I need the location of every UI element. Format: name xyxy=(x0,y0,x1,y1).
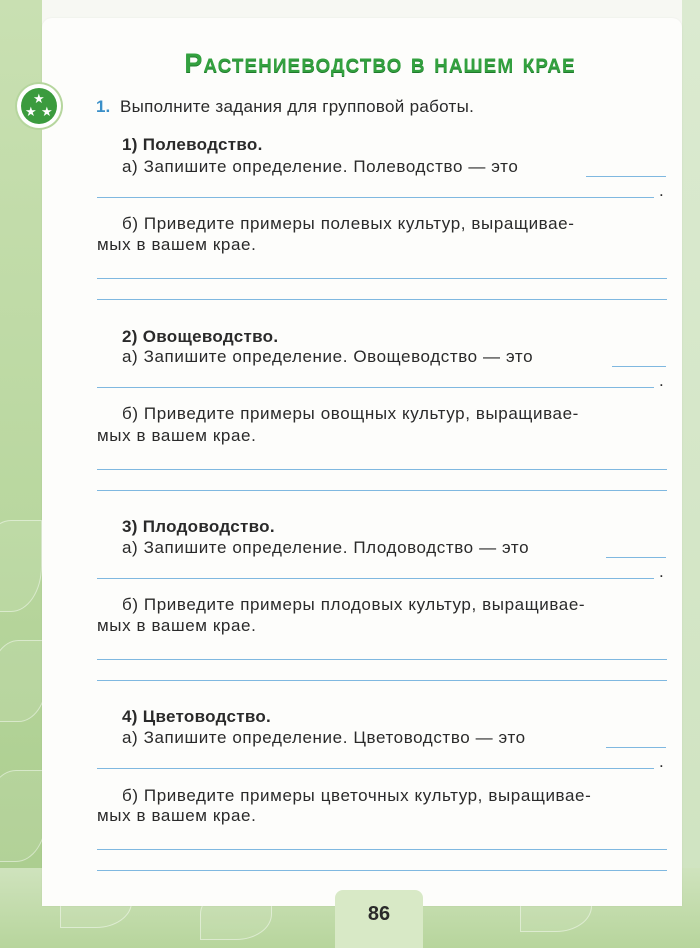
answer-line[interactable] xyxy=(97,490,667,491)
leaf-decoration xyxy=(0,770,47,862)
section-heading: 2) Овощеводство. xyxy=(122,327,279,346)
page-number: 86 xyxy=(367,903,391,925)
star-icon: ★ xyxy=(41,104,53,119)
answer-line[interactable] xyxy=(97,469,667,470)
star-icon: ★ xyxy=(33,91,45,106)
examples-prompt: б) Приведите примеры полевых культур, выращивае- xyxy=(122,214,575,233)
examples-prompt-cont: мых в вашем крае. xyxy=(97,806,257,825)
period-mark: . xyxy=(659,181,664,200)
section-heading: 4) Цветоводство. xyxy=(122,707,272,726)
answer-line[interactable] xyxy=(606,557,666,558)
period-mark: . xyxy=(659,371,664,390)
section-heading: 3) Плодоводство. xyxy=(122,517,275,536)
period-mark: . xyxy=(659,562,664,581)
answer-line[interactable] xyxy=(97,768,654,769)
section-heading: 1) Полеводство. xyxy=(122,135,263,154)
period-mark: . xyxy=(659,752,664,771)
page-title: Растениеводство в нашем крае xyxy=(184,48,576,78)
examples-prompt-cont: мых в вашем крае. xyxy=(97,235,257,254)
definition-prompt: а) Запишите определение. Цветоводство — это xyxy=(122,728,526,747)
answer-line[interactable] xyxy=(606,747,666,748)
leaf-decoration xyxy=(0,520,42,612)
definition-prompt: а) Запишите определение. Овощеводство — это xyxy=(122,347,534,366)
answer-line[interactable] xyxy=(612,366,666,367)
examples-prompt-cont: мых в вашем крае. xyxy=(97,616,257,635)
badge-circle xyxy=(21,88,57,124)
answer-line[interactable] xyxy=(97,870,667,871)
examples-prompt: б) Приведите примеры плодовых культур, выращивае- xyxy=(122,595,586,614)
answer-line[interactable] xyxy=(97,849,667,850)
examples-prompt-cont: мых в вашем крае. xyxy=(97,426,257,445)
examples-prompt: б) Приведите примеры цветочных культур, выращивае- xyxy=(122,786,592,805)
answer-line[interactable] xyxy=(97,387,654,388)
answer-line[interactable] xyxy=(97,278,667,279)
right-decor-band xyxy=(682,0,700,948)
answer-line[interactable] xyxy=(97,197,654,198)
task-instruction: Выполните задания для групповой работы. xyxy=(120,97,475,116)
left-decor-band xyxy=(0,0,42,948)
answer-line[interactable] xyxy=(97,680,667,681)
three-stars-icon xyxy=(17,84,61,128)
examples-prompt: б) Приведите примеры овощных культур, выращивае- xyxy=(122,404,579,423)
answer-line[interactable] xyxy=(586,176,666,177)
task-number: 1. xyxy=(96,97,111,116)
definition-prompt: а) Запишите определение. Плодоводство — это xyxy=(122,538,530,557)
definition-prompt: а) Запишите определение. Полеводство — это xyxy=(122,157,519,176)
answer-line[interactable] xyxy=(97,659,667,660)
answer-line[interactable] xyxy=(97,299,667,300)
answer-line[interactable] xyxy=(97,578,654,579)
leaf-decoration xyxy=(0,640,47,722)
star-icon: ★ xyxy=(25,104,37,119)
